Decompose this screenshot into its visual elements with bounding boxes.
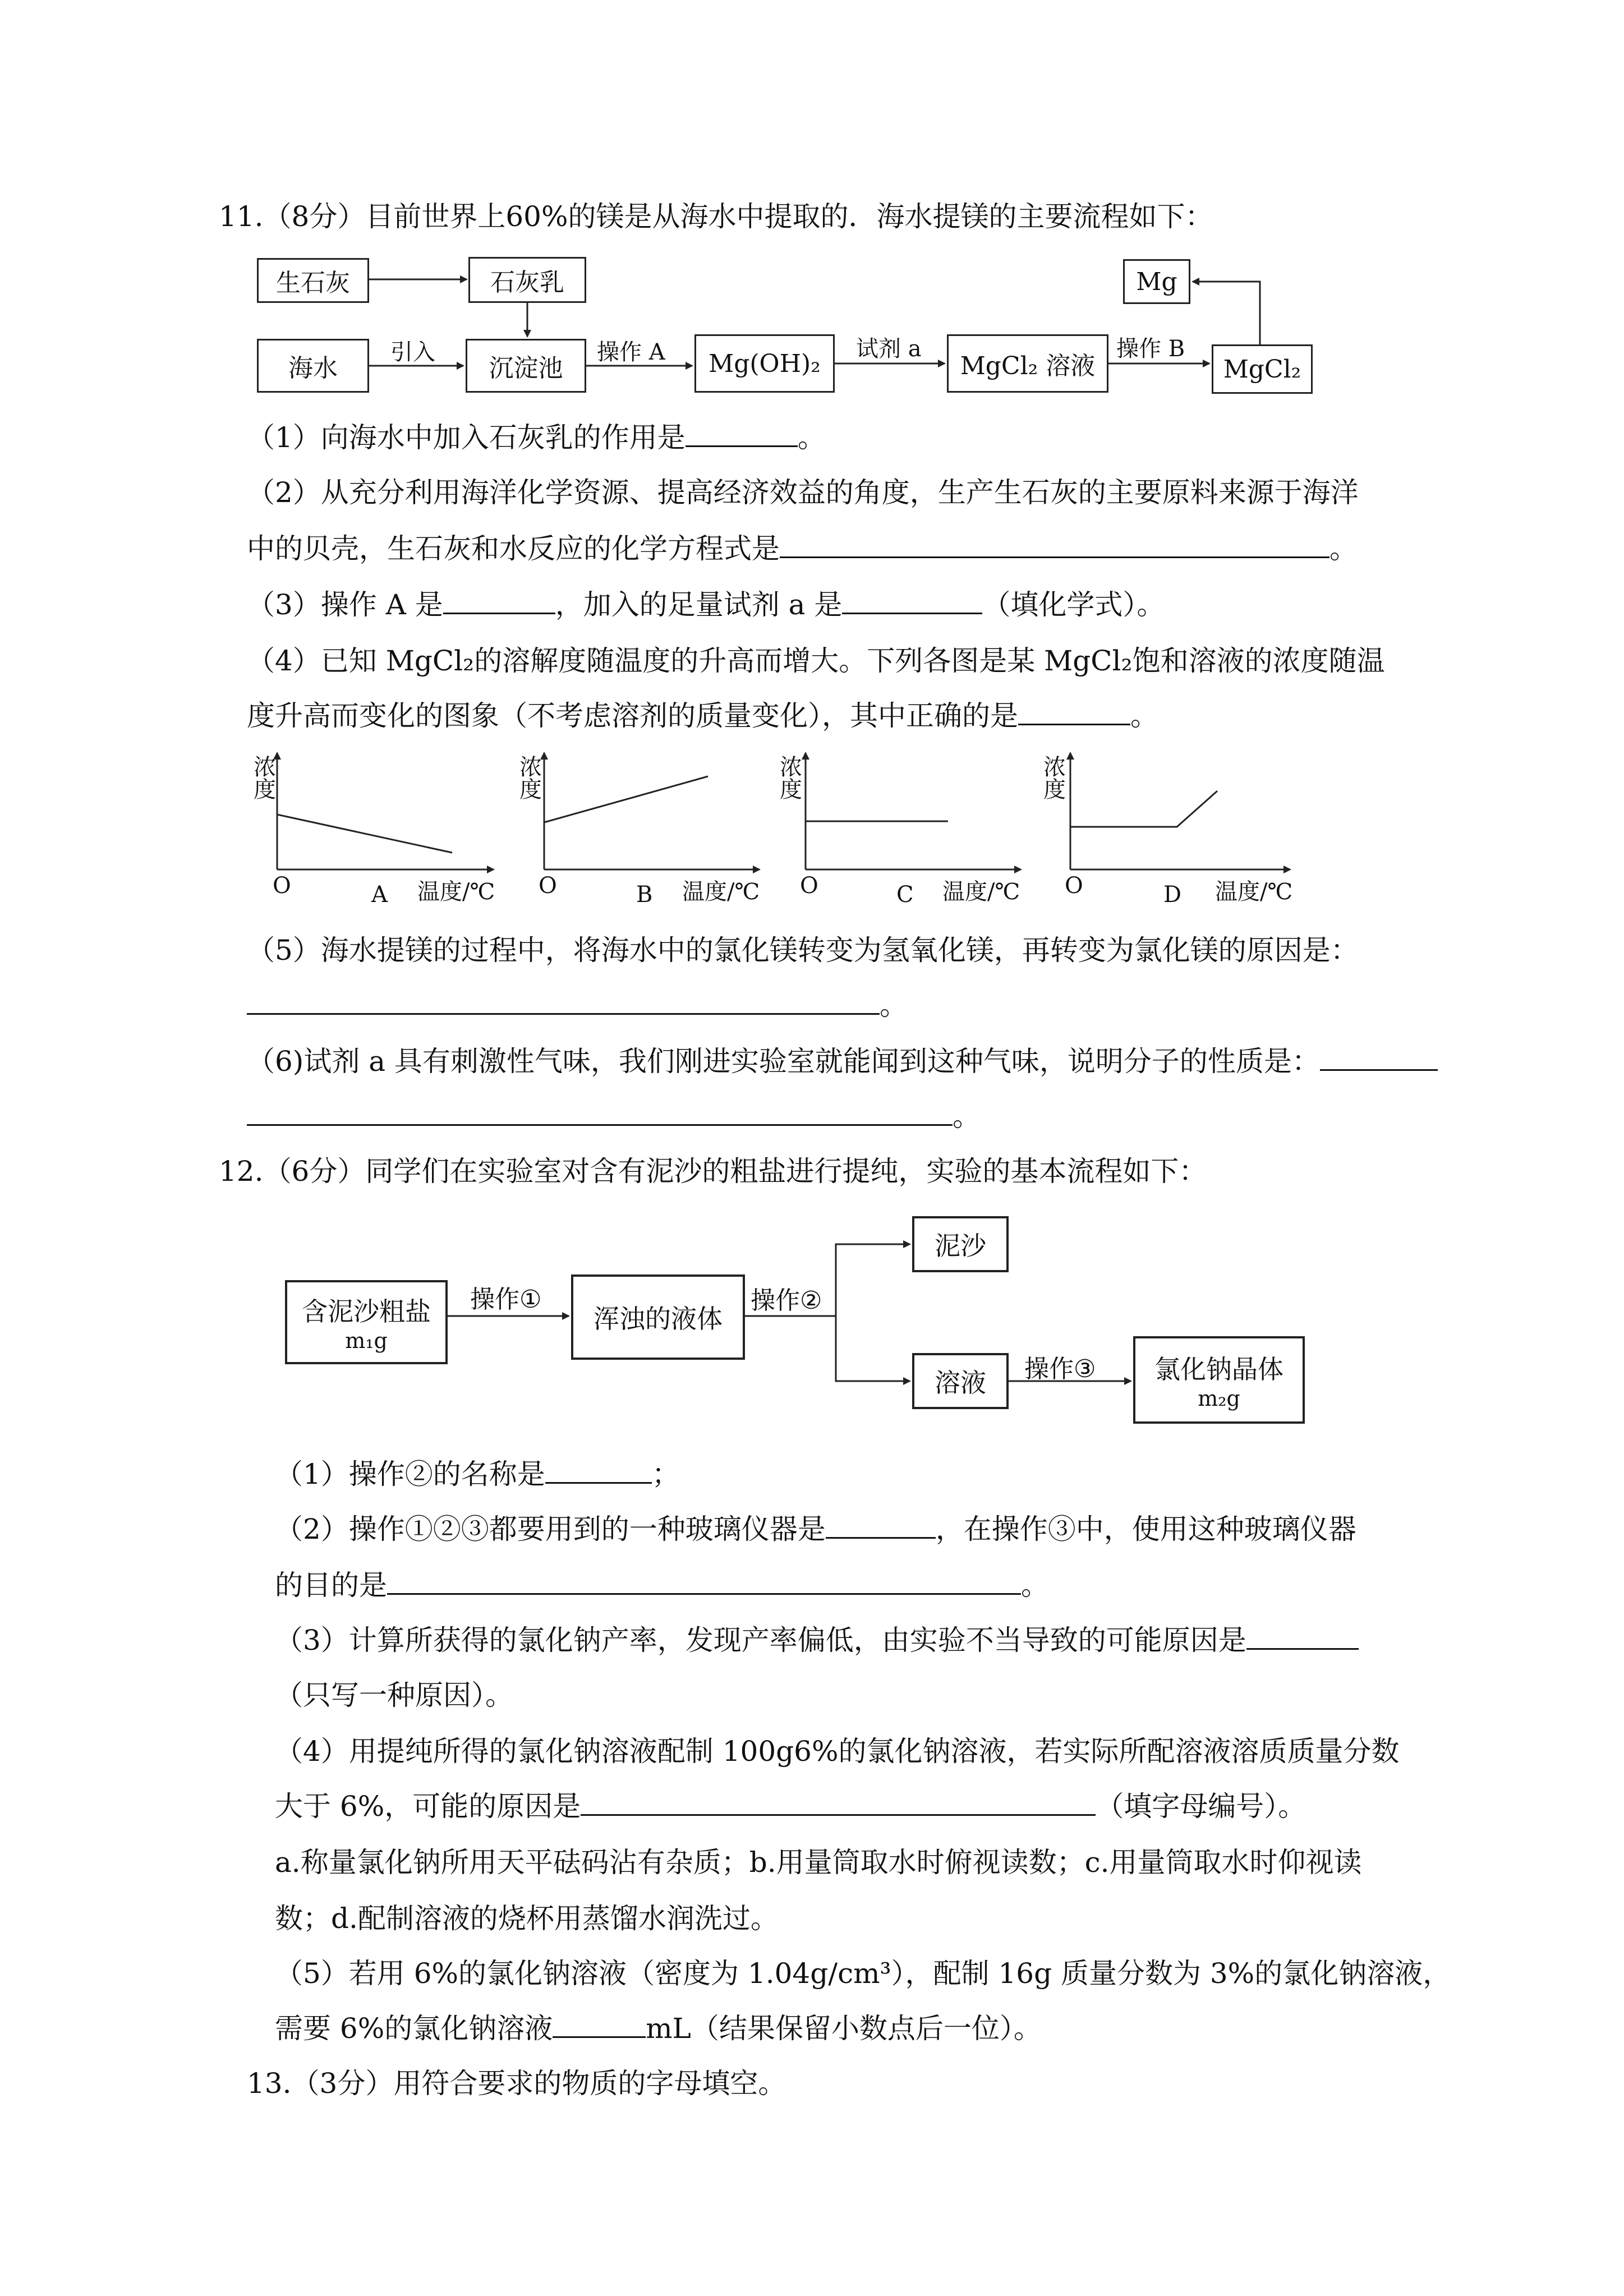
- q12-p4b-text: 大于 6%，可能的原因是: [275, 1790, 581, 1823]
- flow-tank: 沉淀池: [466, 339, 586, 393]
- flow-sand: 泥沙: [912, 1216, 1009, 1272]
- graph-c-letter: C: [896, 882, 914, 908]
- q12-p1-end: ；: [651, 1458, 680, 1490]
- graph-a-letter: A: [371, 882, 388, 908]
- graph-b-letter: B: [636, 882, 653, 908]
- q11-p2-end: 。: [1329, 532, 1358, 565]
- flow-mgoh2: Mg(OH)₂: [694, 334, 835, 393]
- q12-p5b-text: 需要 6%的氯化钠溶液: [275, 2012, 553, 2045]
- flow-seawater: 海水: [257, 339, 369, 393]
- q11-p2a: （2）从充分利用海洋化学资源、提高经济效益的角度，生产生石灰的主要原料来源于海洋: [247, 476, 1359, 509]
- q11-p2b-text: 中的贝壳，生石灰和水反应的化学方程式是: [247, 532, 780, 565]
- q12-p4-options-b: 数；d.配制溶液的烧杯用蒸馏水润洗过。: [275, 1902, 779, 1935]
- flow-nacl-crystal-name: 氯化钠晶体: [1154, 1354, 1283, 1384]
- q12-p1-text: （1）操作②的名称是: [275, 1458, 545, 1490]
- graph-d-xlabel: 温度/℃: [1215, 879, 1293, 905]
- graph-c-xlabel: 温度/℃: [942, 879, 1020, 905]
- arrow-mgcl2-mg: [1193, 282, 1260, 344]
- q11-p3c: （填化学式）。: [982, 588, 1165, 621]
- flow-nacl-crystal-mass: m₂g: [1198, 1386, 1240, 1411]
- flow-label-opA: 操作 A: [597, 339, 665, 365]
- graph-c: [806, 753, 1021, 869]
- q12-p3-cont: （只写一种原因）。: [275, 1679, 513, 1711]
- q13-title: 13.（3分）用符合要求的物质的字母填空。: [247, 2067, 786, 2100]
- q11-p1-text: （1）向海水中加入石灰乳的作用是: [247, 421, 686, 454]
- q11-p3a: （3）操作 A 是: [247, 588, 443, 621]
- graph-d-origin: O: [1065, 873, 1083, 899]
- q11-p3b: ，加入的足量试剂 a 是: [555, 588, 843, 621]
- q12-p5c: mL（结果保留小数点后一位）。: [646, 2012, 1042, 2045]
- q12-p2b: ，在操作③中，使用这种玻璃仪器: [935, 1513, 1356, 1545]
- q11-p4-end: 。: [1130, 700, 1158, 732]
- graph-a-xlabel: 温度/℃: [417, 879, 495, 905]
- q11-p5-end: 。: [880, 989, 908, 1022]
- q12-p3a: （3）计算所获得的氯化钠产率，发现产率偏低，由实验不当导致的可能原因是: [275, 1624, 1246, 1657]
- graph-a-origin: O: [273, 873, 291, 899]
- q11-p5: （5）海水提镁的过程中，将海水中的氯化镁转变为氢氧化镁，再转变为氯化镁的原因是：: [247, 934, 1359, 967]
- graph-c-ylabel-bottom: 度: [780, 777, 802, 803]
- graph-b: [544, 753, 760, 869]
- graph-d: [1070, 753, 1290, 869]
- graph-d-letter: D: [1163, 882, 1182, 908]
- flow-solution: 溶液: [912, 1353, 1009, 1409]
- q12-p2-end: 。: [1021, 1569, 1049, 1602]
- flow-lime-milk: 石灰乳: [468, 257, 586, 303]
- flow-mg: Mg: [1123, 259, 1190, 304]
- q11-title: 11.（8分）目前世界上60%的镁是从海水中提取的．海水提镁的主要流程如下：: [219, 200, 1213, 233]
- q12-p2a: （2）操作①②③都要用到的一种玻璃仪器是: [275, 1513, 826, 1545]
- graph-d-curve: [1070, 791, 1217, 827]
- flow-label-op3: 操作③: [1024, 1355, 1096, 1383]
- graph-a-ylabel-top: 浓: [254, 754, 276, 780]
- graph-c-origin: O: [800, 873, 818, 899]
- flow-label-reagent: 试剂 a: [856, 336, 922, 362]
- flow-quicklime: 生石灰: [257, 258, 369, 303]
- arrow-branch-solution: [836, 1316, 910, 1381]
- graph-a-curve: [277, 815, 452, 853]
- graph-a-ylabel-bottom: 度: [254, 777, 276, 803]
- graph-b-xlabel: 温度/℃: [682, 879, 760, 905]
- flow-mgcl2: MgCl₂: [1212, 344, 1313, 394]
- flow-label-intro: 引入: [390, 339, 435, 365]
- flow-crude-salt-name: 含泥沙粗盐: [302, 1296, 431, 1327]
- q12-p2c: 的目的是: [275, 1569, 387, 1602]
- flow-label-op2: 操作②: [751, 1286, 822, 1315]
- graph-b-ylabel-bottom: 度: [519, 777, 542, 803]
- graph-b-curve: [544, 776, 708, 822]
- flow-mgcl2-solution: MgCl₂ 溶液: [947, 334, 1108, 393]
- q12-p5a: （5）若用 6%的氯化钠溶液（密度为 1.04g/cm³），配制 16g 质量分数为 3%的氯化钠溶液，: [275, 1957, 1451, 1990]
- graph-a: [277, 753, 494, 869]
- flow-turbid-liquid: 浑浊的液体: [571, 1274, 745, 1360]
- arrow-branch-sand: [836, 1244, 910, 1316]
- q11-p6-end: 。: [953, 1100, 981, 1133]
- q11-p4b-text: 度升高而变化的图象（不考虑溶剂的质量变化），其中正确的是: [247, 700, 1018, 732]
- flow-label-opB: 操作 B: [1116, 336, 1185, 362]
- graph-d-ylabel-bottom: 度: [1043, 777, 1066, 803]
- flow-label-op1: 操作①: [470, 1285, 542, 1314]
- q12-p4c: （填字母编号）。: [1096, 1790, 1306, 1823]
- graph-b-ylabel-top: 浓: [519, 754, 542, 780]
- q12-p4a: （4）用提纯所得的氯化钠溶液配制 100g6%的氯化钠溶液，若实际所配溶液溶质质量分数: [275, 1735, 1400, 1768]
- q11-p1-end: 。: [797, 421, 826, 454]
- graph-d-ylabel-top: 浓: [1043, 754, 1066, 780]
- q11-p4a: （4）已知 MgCl₂的溶解度随温度的升高而增大。下列各图是某 MgCl₂饱和溶液的浓度随温: [247, 645, 1385, 677]
- graph-b-origin: O: [539, 873, 557, 899]
- graph-c-ylabel-top: 浓: [780, 754, 802, 780]
- flow-crude-salt-mass: m₁g: [345, 1328, 388, 1353]
- q12-title: 12.（6分）同学们在实验室对含有泥沙的粗盐进行提纯，实验的基本流程如下：: [219, 1155, 1207, 1188]
- q11-p6-text: （6)试剂 a 具有刺激性气味，我们刚进实验室就能闻到这种气味，说明分子的性质是：: [247, 1045, 1320, 1078]
- q12-p4-options-a: a.称量氯化钠所用天平砝码沾有杂质；b.用量筒取水时俯视读数；c.用量筒取水时仰视读: [275, 1846, 1362, 1879]
